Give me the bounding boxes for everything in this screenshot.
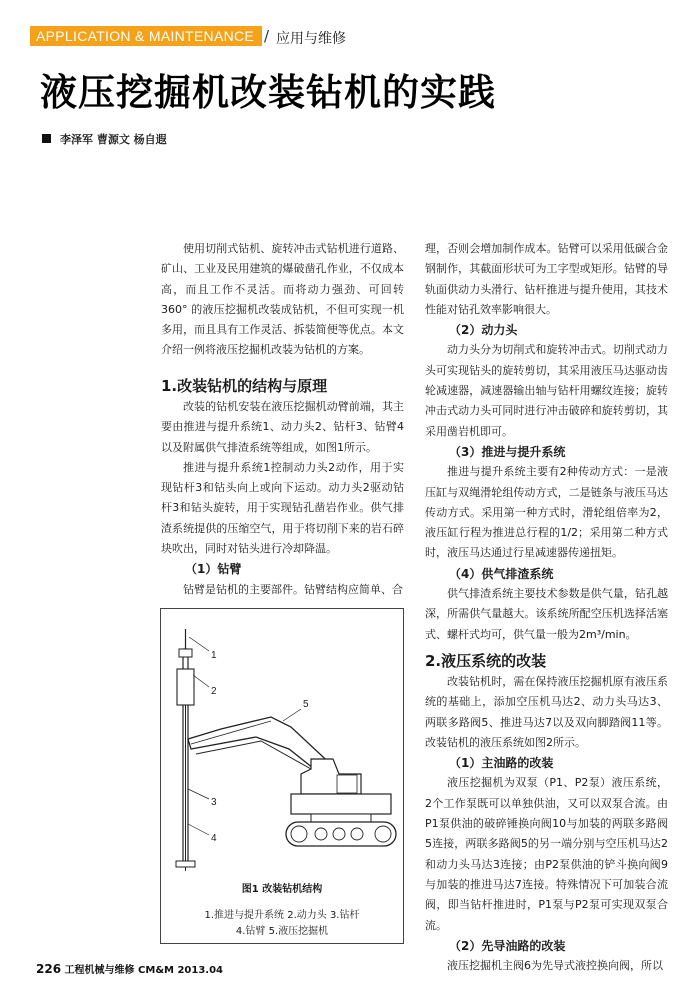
author-bullet-icon [42,134,51,143]
power-head [177,669,194,705]
subsection6-heading: （2）先导油路的改装 [449,938,566,953]
figure-label-1: 1 [211,650,217,661]
subsection4-heading: （4）供气排渣系统 [449,566,554,581]
figure-legend-line1: 1.推进与提升系统 2.动力头 3.钻杆 [204,910,360,921]
subsection4-paragraph: 供气排渣系统主要技术参数是供气量，钻孔越深，所需供气量越大。该系统所配空压机选择活塞式、螺杆式均可，供气量一般为2m³/min。 [425,587,668,641]
subsection3-paragraph: 推进与提升系统主要有2种传动方式：一是液压缸与双绳滑轮组传动方式，二是链条与液压马达传动方式。采用第一种方式时，滑轮组倍率为2，液压缸行程为推进总行程的1/2；采用第二种方式时，液压马达通过行星减速器传递扭矩。 [425,465,668,560]
section1-paragraph2: 推进与提升系统1控制动力头2动作，用于实现钻杆3和钻头向上或向下运动。动力头2驱动钻杆3和钻头旋转，用于实现钻孔凿岩作业。供气排渣系统提供的压缩空气，用于将切削下来的岩石碎块吹出，同时对钻头进行冷却降温。 [161,460,404,556]
journal-name: 工程机械与维修 CM&M 2013.04 [64,965,224,976]
subsection2-paragraph: 动力头分为切削式和旋转冲击式。切削式动力头可实现钻头的旋转剪切，其采用液压马达驱动齿轮减速器，减速器输出轴与钻杆用螺纹连接；旋转冲击式动力头可同时进行冲击破碎和旋转剪切，其采用凿岩机即可。 [425,343,668,438]
right-column [425,239,668,645]
figure-label-4: 4 [211,833,217,844]
article-authors: 李泽军 曹源文 杨自遐 [60,133,167,146]
subsection3-heading: （3）推进与提升系统 [449,444,566,459]
excavator-body [291,794,391,814]
section1-heading: 1.改装钻机的结构与原理 [161,377,328,395]
section1-paragraph1: 改装的钻机安装在液压挖掘机动臂前端，其主要由推进与提升系统1、动力头2、钻杆3、钻臂4以及附属供气排渣系统等组成，如图1所示。 [161,400,404,454]
continued-paragraph: 理，否则会增加制作成本。钻臂可以采用低碳合金钢制作，其截面形状可为工字型或矩形。钻臂的导轨面供动力头滑行、钻杆推进与提升使用，其技术性能对钻孔效率影响很大。 [425,242,668,316]
right-column-section2 [425,650,668,976]
subsection6-paragraph: 液压挖掘机主阀6为先导式液控换向阀，所以 [447,959,663,973]
figure-label-3: 3 [211,797,217,808]
left-column-top [161,239,404,361]
figure-label-2: 2 [211,686,217,697]
subsection1-paragraph: 钻臂是钻机的主要部件。钻臂结构应简单、合 [183,582,403,596]
section-title-cn: 应用与维修 [276,31,346,47]
section2-paragraph: 改装钻机时，需在保持液压挖掘机原有液压系统的基础上，添加空压机马达2、动力头马达3、两联多路阀5、推进马达7以及双向脚踏阀11等。改装钻机的液压系统如图2所示。 [425,675,668,749]
left-column-section1 [161,375,404,600]
subsection1-heading: （1）钻臂 [185,562,242,577]
figure-label-5: 5 [303,699,309,710]
article-title: 液压挖掘机改装钻机的实践 [40,71,496,114]
section-title-en: APPLICATION & MAINTENANCE [36,28,255,44]
figure-legend-line2: 4.钻臂 5.液压挖掘机 [235,926,329,937]
page-footer [36,961,223,976]
section2-heading: 2.液压系统的改装 [425,652,547,670]
section-separator: / [264,27,270,45]
intro-paragraph: 使用切削式钻机、旋转冲击式钻机进行道路、矿山、工业及民用建筑的爆破凿孔作业，不仅成本高，而且工作不灵活。而将动力强劲、可回转360° 的液压挖掘机改装成钻机，不但可实现一机多用，而且具有工作灵活、拆装简便等优点。本文介绍一例将液压挖掘机改装为钻机的方案。 [161,242,404,357]
figure-caption: 图1 改装钻机结构 [241,884,323,895]
subsection2-heading: （2）动力头 [449,323,518,338]
subsection5-heading: （1）主油路的改装 [449,756,554,771]
page-number: 226 [36,962,62,976]
subsection5-paragraph: 液压挖掘机为双泵（P1、P2泵）液压系统，2个工作泵既可以单独供油，又可以双泵合流。由P1泵供油的破碎锤换向阀10与加装的两联多路阀5连接，两联多路阀5的另一端分别与空压机马达2和动力头马达3连接；由P2泵供油的铲斗换向阀9与加装的推进马达7连接。特殊情况下可加装合流阀，即当钻杆推进时，P1泵与P2泵可实现双泵合流。 [425,776,668,932]
